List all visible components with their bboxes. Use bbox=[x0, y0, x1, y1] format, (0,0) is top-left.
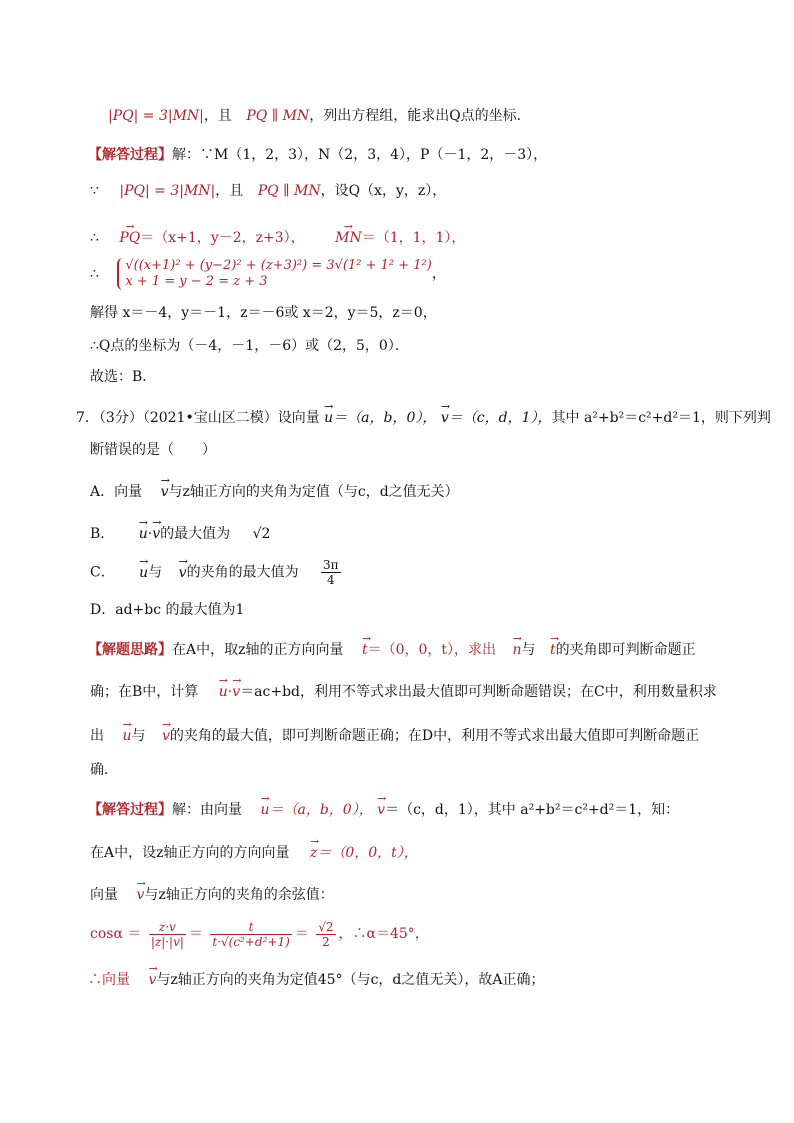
fraction-denominator: t·√(c²+d²+1) bbox=[212, 934, 290, 949]
vector-v: → v bbox=[179, 559, 187, 583]
option-d: D．ad+bc 的最大值为1 bbox=[90, 602, 245, 618]
line-answer: 故选：B． bbox=[90, 369, 157, 385]
analysis-line-1 bbox=[88, 636, 696, 660]
analysis-text: 出 bbox=[90, 728, 104, 744]
solution-label: 【解答过程】 bbox=[88, 147, 172, 163]
vector-u: → u bbox=[324, 404, 333, 428]
analysis-text: 在A中，取z轴的正方向向量 bbox=[172, 642, 344, 658]
cos-fraction-3 bbox=[316, 920, 335, 949]
with-text: 与 bbox=[521, 642, 536, 658]
fraction-denominator: 2 bbox=[322, 934, 330, 949]
analysis-text: 的夹角的最大值，即可判断命题正确；在D中，利用不等式求出最大值即可判断命题正 bbox=[169, 728, 700, 744]
solution-line-3 bbox=[90, 881, 334, 905]
cos-alpha: cosα bbox=[90, 926, 123, 942]
vector-v: → v bbox=[162, 722, 170, 746]
vector-v: → v bbox=[161, 478, 169, 502]
solution-label: 【解答过程】 bbox=[88, 802, 172, 818]
analysis-text: 确；在B中，计算 bbox=[90, 684, 199, 700]
pq-parallel: PQ ∥ MN bbox=[257, 183, 321, 199]
solution-text: ∴向量 bbox=[88, 972, 130, 988]
line-solution-start bbox=[88, 145, 547, 165]
vector-v: → v bbox=[136, 881, 144, 905]
vector-t: → t bbox=[362, 636, 368, 660]
and-text: ，且 bbox=[203, 108, 232, 124]
vector-t-value: ＝（0，0，t），求出 bbox=[367, 642, 497, 658]
pq-magnitude: |PQ| = 3|MN| bbox=[108, 108, 204, 124]
option-c-prefix: C． bbox=[90, 564, 115, 581]
line-equation-system bbox=[90, 258, 446, 290]
analysis-line-2: 确；在B中，计算 → u·→ v＝ac+bd，利用不等式求出最大值即可判断命题错误；在C中，利用数量积求 bbox=[90, 678, 717, 702]
vector-v: → v bbox=[148, 966, 156, 990]
line-because bbox=[90, 181, 446, 201]
vector-n: → n bbox=[513, 636, 522, 660]
fraction-numerator: √2 bbox=[318, 919, 334, 934]
question-7-condition: 其中 a²+b²＝c²+d²＝1，则下列判 bbox=[551, 410, 771, 426]
solution-text: 解：∵M（1，2，3），N（2，3，4），P（－1，2，－3）， bbox=[172, 147, 548, 163]
therefore-symbol: ∴ bbox=[90, 230, 99, 246]
option-c-text: 的夹角的最大值为 bbox=[186, 564, 299, 581]
vector-u-value: ＝（a，b，0）， bbox=[269, 802, 373, 818]
with-text: 与 bbox=[148, 564, 163, 581]
vector-u: → u bbox=[139, 520, 148, 544]
analysis-text: 的夹角即可判断命题正 bbox=[555, 642, 696, 658]
because-symbol: ∵ bbox=[90, 183, 99, 199]
solution-line-2 bbox=[90, 839, 418, 863]
question-7-line-1 bbox=[76, 404, 771, 428]
therefore-symbol: ∴ bbox=[90, 266, 99, 282]
option-b-text: 的最大值为 bbox=[160, 526, 231, 542]
option-b-prefix: B． bbox=[90, 526, 115, 542]
pq-magnitude: |PQ| = 3|MN| bbox=[119, 183, 216, 199]
question-7-head: 7．（3分）（2021•宝山区二模）设向量 bbox=[76, 410, 320, 426]
vector-v: → v bbox=[441, 404, 449, 428]
vector-mn-value: ＝（1，1，1）， bbox=[361, 230, 466, 246]
vector-v: → v bbox=[377, 796, 385, 820]
vector-v: → v bbox=[152, 520, 160, 544]
equation-1: √((x+1)² + (y−2)² + (z+3)²) = 3√(1² + 1² + 1²) bbox=[125, 258, 432, 273]
analysis-line-3 bbox=[90, 722, 699, 746]
vector-z-value: ＝（0，0，t）， bbox=[317, 845, 418, 861]
option-c-fraction bbox=[321, 558, 341, 587]
fraction-denominator: |z|·|v| bbox=[150, 934, 184, 949]
vector-t: → t bbox=[550, 636, 556, 660]
pq-parallel: PQ ∥ MN bbox=[246, 108, 310, 124]
vector-mn: → MN bbox=[335, 224, 362, 248]
vector-u: → u bbox=[260, 796, 269, 820]
solution-line-5 bbox=[88, 966, 544, 990]
vector-pq: → PQ bbox=[119, 224, 140, 248]
cos-result: ，∴α＝45°， bbox=[338, 926, 429, 942]
question-7-line-2: 断错误的是（ ） bbox=[90, 442, 216, 458]
and-text: ，且 bbox=[215, 183, 244, 199]
with-text: 与 bbox=[131, 728, 146, 744]
line-pq-condition bbox=[108, 106, 531, 126]
solution-text: 在A中，设z轴正方向的方向向量 bbox=[90, 845, 290, 861]
fraction-numerator: t bbox=[210, 920, 291, 935]
line-text: ，列出方程组，能求出Q点的坐标． bbox=[309, 108, 531, 124]
comma: ， bbox=[431, 266, 446, 282]
vector-pq-value: ＝（x+1，y－2，z+3）， bbox=[140, 230, 305, 246]
solution-text: 与z轴正方向的夹角为定值45°（与c，d之值无关），故A正确； bbox=[156, 972, 545, 988]
equation-system bbox=[117, 258, 431, 290]
option-b-value: √2 bbox=[252, 526, 271, 542]
line-text: ，设Q（x，y，z）， bbox=[320, 183, 447, 199]
option-a-prefix: A．向量 bbox=[90, 484, 143, 500]
line-vectors bbox=[90, 224, 465, 248]
cos-fraction-1 bbox=[149, 920, 186, 949]
option-a-text: 与z轴正方向的夹角为定值（与c，d之值无关） bbox=[168, 484, 459, 500]
solution-text: 向量 bbox=[90, 887, 118, 903]
option-a bbox=[90, 478, 459, 502]
fraction-numerator: z·v bbox=[149, 920, 186, 935]
equation-2: x + 1 = y − 2 = z + 3 bbox=[125, 274, 268, 289]
option-b: B． → u·→ v的最大值为 √2 bbox=[90, 520, 270, 544]
vector-v-value: ＝（c，d，1）， bbox=[448, 410, 552, 426]
line-q-coordinates: ∴Q点的坐标为（－4，－1，－6）或（2，5，0）． bbox=[90, 338, 409, 354]
fraction-denominator: 4 bbox=[326, 573, 335, 587]
solution-text: 与z轴正方向的夹角的余弦值： bbox=[144, 887, 334, 903]
solution-text: ＝（c，d，1），其中 a²+b²＝c²+d²＝1，知： bbox=[385, 802, 680, 818]
line-solved: 解得 x＝－4，y＝－1，z＝－6或 x＝2，y＝5，z＝0， bbox=[90, 305, 437, 321]
vector-u-value: ＝（a，b，0）， bbox=[333, 410, 437, 426]
cos-fraction-2 bbox=[210, 920, 291, 949]
solution-text: 解：由向量 bbox=[172, 802, 242, 818]
solution-cos-line: cosα ＝ $\frac{z\cdot v}{|z|\cdot|v|}$ ＝ $\frac{t}{\text{t·√(c²+d²+1)}}$ ＝ $\frac{√2}{2}$ ，∴α＝45°， bbox=[90, 919, 429, 949]
vector-v: → v bbox=[232, 678, 240, 702]
fraction-numerator: 3π bbox=[323, 558, 339, 572]
vector-u: → u bbox=[139, 559, 148, 583]
solution-line-1 bbox=[88, 796, 679, 820]
vector-u: → u bbox=[122, 722, 131, 746]
analysis-label: 【解题思路】 bbox=[88, 642, 172, 658]
vector-u: → u bbox=[219, 678, 228, 702]
analysis-line-4: 确． bbox=[90, 762, 118, 778]
option-c bbox=[90, 558, 344, 587]
analysis-text: ＝ac+bd，利用不等式求出最大值即可判断命题错误；在C中，利用数量积求 bbox=[240, 684, 717, 700]
vector-z: → z bbox=[310, 839, 317, 863]
